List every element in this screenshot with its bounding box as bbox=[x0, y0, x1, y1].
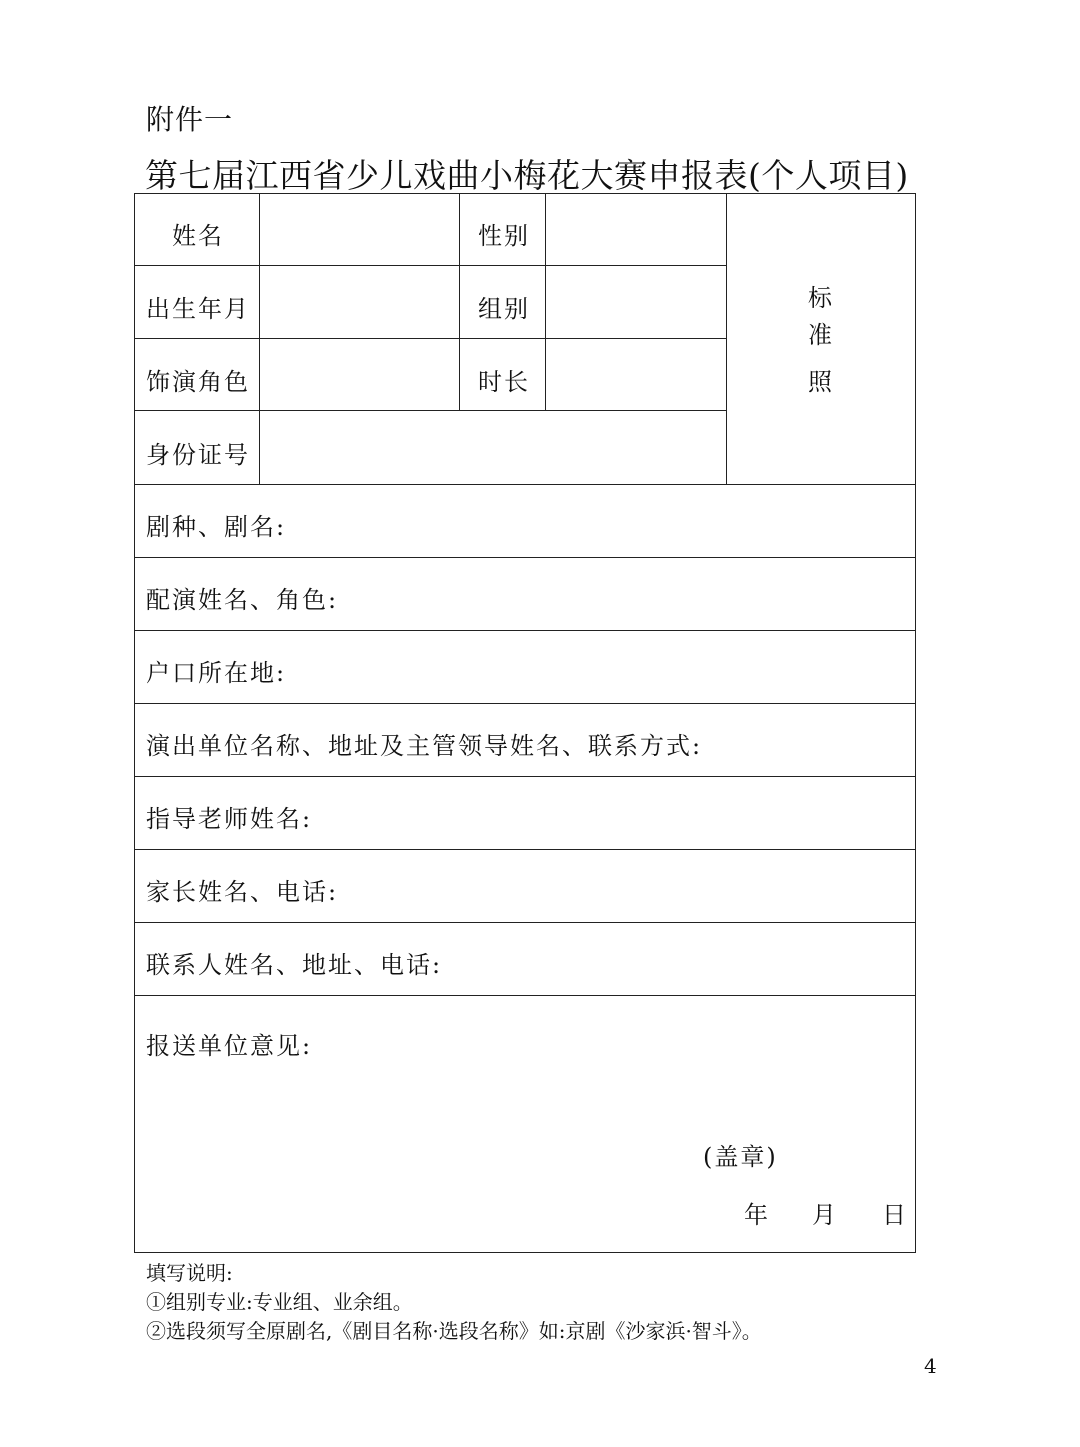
label-partners: 配演姓名、角色: bbox=[146, 586, 339, 614]
form-title: 第七届江西省少儿戏曲小梅花大赛申报表(个人项目) bbox=[145, 156, 909, 195]
row-divider bbox=[134, 776, 916, 777]
attachment-label: 附件一 bbox=[146, 103, 234, 136]
photo-label-char-2: 准 bbox=[808, 321, 832, 349]
label-residence: 户口所在地: bbox=[146, 659, 287, 687]
row-divider bbox=[134, 557, 916, 558]
note-1: ①组别专业:专业组、业余组。 bbox=[146, 1290, 413, 1314]
date-day: 日 bbox=[882, 1201, 908, 1229]
duration-field[interactable] bbox=[548, 341, 724, 409]
column-divider bbox=[259, 193, 260, 484]
label-id-number: 身份证号 bbox=[146, 441, 250, 469]
label-unit: 演出单位名称、地址及主管领导姓名、联系方式: bbox=[146, 732, 703, 760]
notes-heading: 填写说明: bbox=[146, 1261, 233, 1285]
row-divider bbox=[134, 265, 727, 266]
label-birth: 出生年月 bbox=[146, 295, 250, 323]
row-divider bbox=[134, 995, 916, 996]
date-year: 年 bbox=[744, 1201, 770, 1229]
photo-label-char-3: 照 bbox=[808, 368, 832, 396]
row-divider bbox=[134, 849, 916, 850]
label-contact: 联系人姓名、地址、电话: bbox=[146, 951, 443, 979]
label-role: 饰演角色 bbox=[146, 368, 250, 396]
label-duration: 时长 bbox=[478, 368, 530, 396]
id-number-field[interactable] bbox=[262, 413, 724, 482]
group-field[interactable] bbox=[548, 268, 724, 336]
row-divider bbox=[134, 410, 727, 411]
label-parent: 家长姓名、电话: bbox=[146, 878, 339, 906]
label-opera: 剧种、剧名: bbox=[146, 513, 287, 541]
label-gender: 性别 bbox=[478, 222, 530, 250]
row-divider bbox=[134, 703, 916, 704]
seal-label: (盖章) bbox=[703, 1143, 778, 1171]
column-divider bbox=[459, 193, 460, 411]
label-group: 组别 bbox=[478, 295, 530, 323]
row-divider bbox=[134, 630, 916, 631]
date-month: 月 bbox=[812, 1201, 838, 1229]
row-divider bbox=[134, 338, 727, 339]
name-field[interactable] bbox=[262, 196, 457, 264]
row-divider bbox=[134, 484, 916, 485]
label-opinion: 报送单位意见: bbox=[146, 1032, 313, 1060]
photo-label-char-1: 标 bbox=[808, 284, 832, 312]
gender-field[interactable] bbox=[548, 196, 724, 264]
label-teacher: 指导老师姓名: bbox=[146, 805, 313, 833]
note-2: ②选段须写全原剧名,《剧目名称·选段名称》如:京剧《沙家浜·智斗》。 bbox=[146, 1319, 762, 1343]
column-divider bbox=[545, 193, 546, 411]
row-divider bbox=[134, 922, 916, 923]
label-name: 姓名 bbox=[172, 222, 224, 250]
page-number: 4 bbox=[924, 1354, 937, 1378]
birth-field[interactable] bbox=[262, 268, 457, 336]
role-field[interactable] bbox=[262, 341, 457, 409]
column-divider bbox=[726, 193, 727, 484]
